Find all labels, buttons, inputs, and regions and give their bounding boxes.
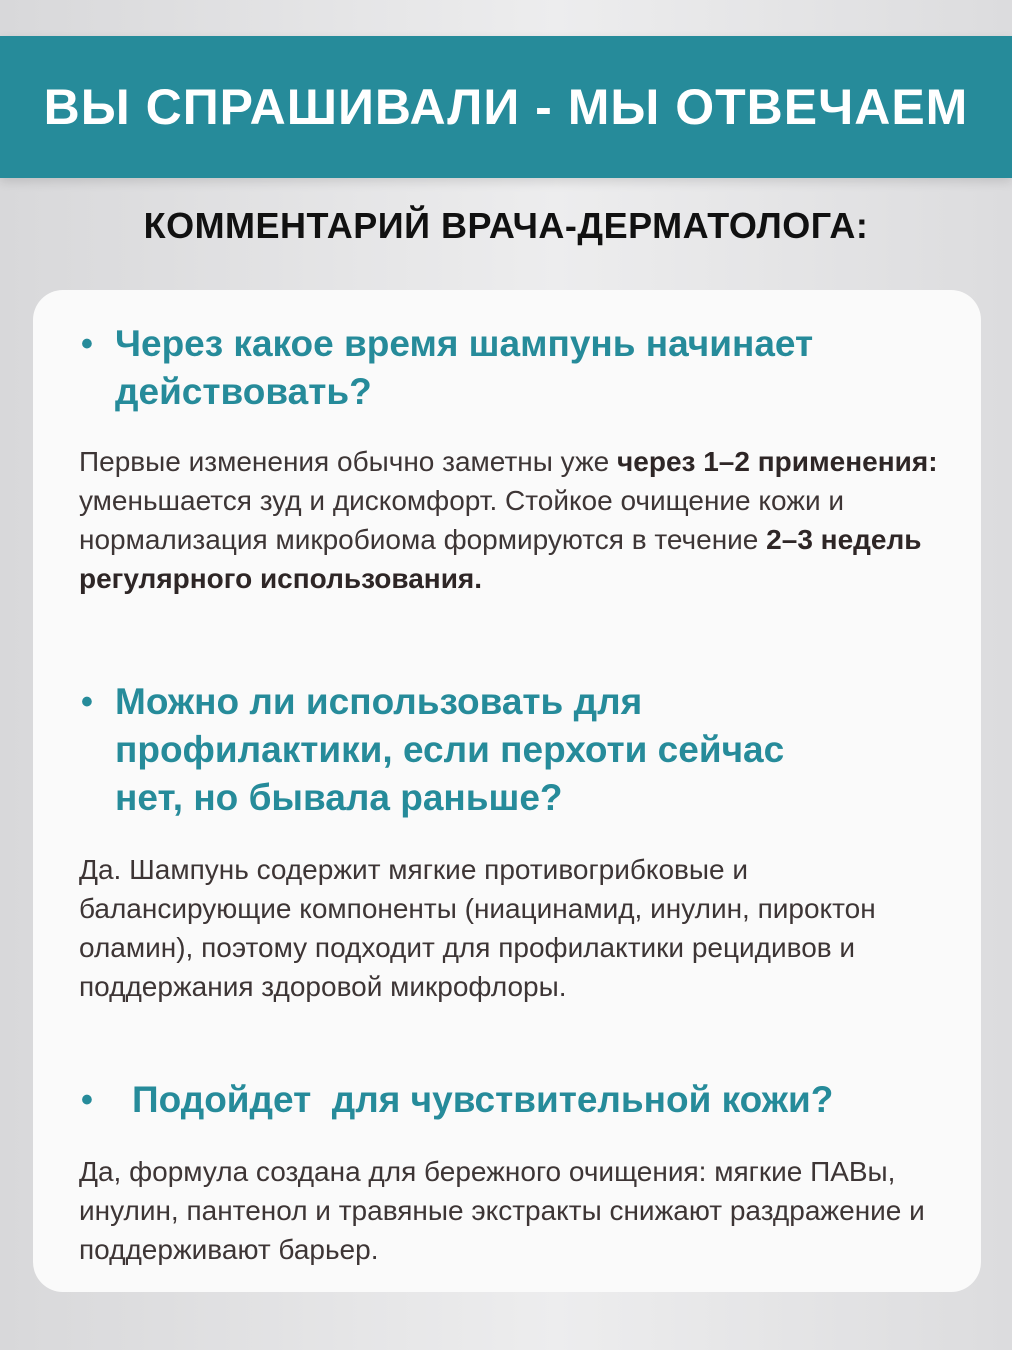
faq-question-2 [81,678,955,822]
question-line: профилактики, если перхоти сейчас [115,729,785,770]
bullet-icon: • [81,325,93,363]
header-banner [0,36,1012,178]
section-subtitle: КОММЕНТАРИЙ ВРАЧА-ДЕРМАТОЛОГА: [143,205,869,246]
answer-emphasis: через 1–2 применения: [617,446,938,477]
faq-answer-2 [79,850,959,1006]
answer-text: уменьшается зуд и дискомфорт. Стойкое очищение кожи и нормализация микробиома формируются в течение [79,485,845,555]
answer-text: Да. Шампунь содержит мягкие противогрибковые и балансирующие компоненты (ниацинамид, инулин, пироктон оламин), поэтому подходит для профилактики рецидивов и поддержания здоровой микрофлоры. [79,854,876,1002]
question-line: Подойдет для чувствительной кожи? [132,1079,834,1120]
answer-text: Первые изменения обычно заметны уже [79,446,618,477]
faq-answer-3 [79,1152,959,1269]
question-line: Можно ли использовать для [115,681,643,722]
faq-question-3 [81,1076,972,1124]
bullet-icon: • [81,683,93,721]
answer-text: Да, формула создана для бережного очищения: мягкие ПАВы, инулин, пантенол и травяные экстракты снижают раздражение и поддерживают барьер. [79,1156,925,1265]
faq-question-1 [81,320,955,416]
faq-answer-1 [79,442,959,598]
question-line: Через какое время шампунь начинает [115,323,814,364]
question-line: действовать? [115,371,372,412]
faq-card [33,290,981,1292]
page-title: ВЫ СПРАШИВАЛИ - МЫ ОТВЕЧАЕМ [43,79,969,135]
answer-emphasis: 2–3 недель регулярного использования. [79,524,922,594]
question-line: нет, но бывала раньше? [115,777,563,818]
bullet-icon: • [81,1081,93,1119]
